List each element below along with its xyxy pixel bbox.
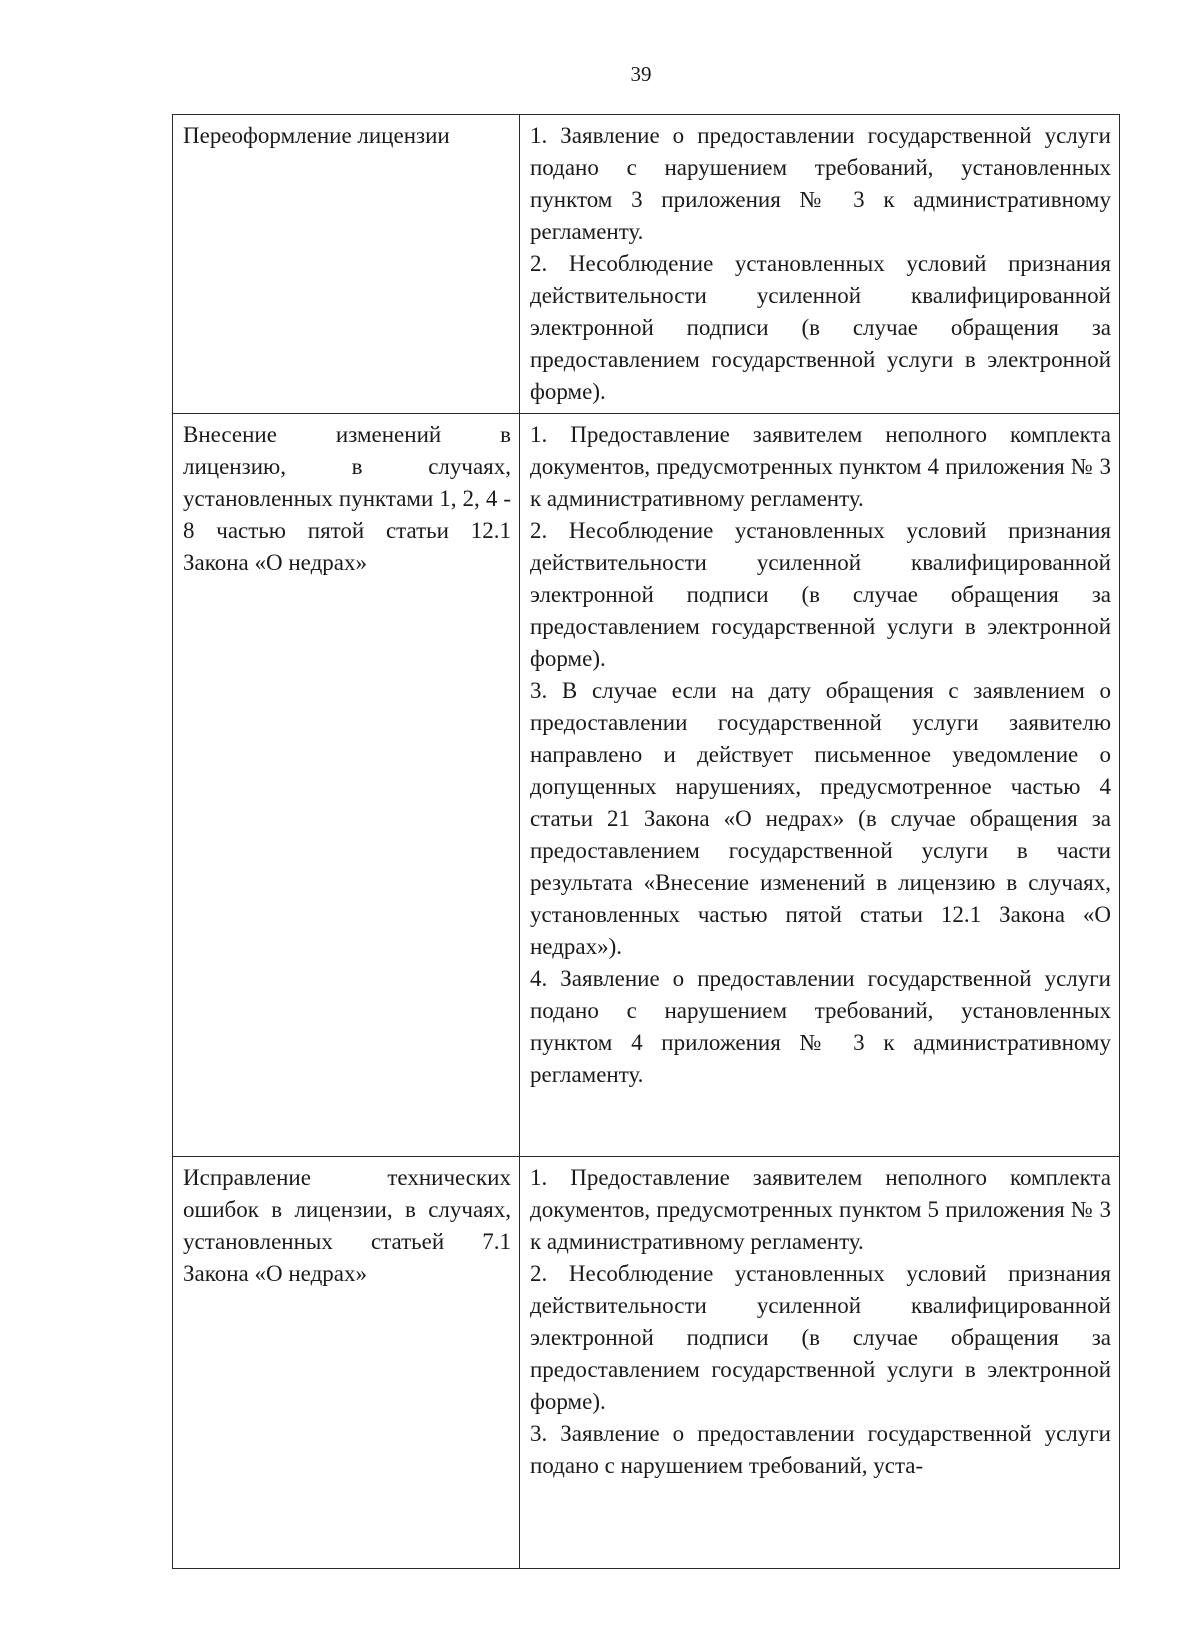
reason-item: 2. Несоблюдение установленных условий признания действительности усиленной квалифицированной электронной подписи (в случае обращения за предоставлением государственной услуги в электронной форме). bbox=[530, 518, 1111, 671]
grounds-table bbox=[172, 114, 1120, 1569]
reasons-cell bbox=[520, 115, 1120, 414]
reasons-cell bbox=[520, 1157, 1120, 1569]
table-row bbox=[173, 414, 1120, 1157]
service-cell bbox=[173, 115, 520, 414]
service-cell bbox=[173, 414, 520, 1157]
reasons-cell bbox=[520, 414, 1120, 1157]
reason-item: 2. Несоблюдение установленных условий признания действительности усиленной квалифицированной электронной подписи (в случае обращения за предоставлением государственной услуги в электронной форме). bbox=[530, 251, 1111, 404]
reason-item: 3. Заявление о предоставлении государственной услуги подано с нарушением требований, уста- bbox=[530, 1421, 1111, 1478]
reason-item: 1. Заявление о предоставлении государственной услуги подано с нарушением требований, установленных пунктом 3 приложения № 3 к административному регламенту. bbox=[530, 123, 1111, 244]
service-name: Внесение изменений в лицензию, в случаях, установленных пунктами 1, 2, 4 - 8 частью пятой статьи 12.1 Закона «О недрах» bbox=[183, 422, 511, 575]
service-cell bbox=[173, 1157, 520, 1569]
service-name: Исправление технических ошибок в лицензии, в случаях, установленных статьей 7.1 Закона «О недрах» bbox=[183, 1165, 511, 1286]
table-row bbox=[173, 115, 1120, 414]
reason-item: 4. Заявление о предоставлении государственной услуги подано с нарушением требований, установленных пунктом 4 приложения № 3 к административному регламенту. bbox=[530, 966, 1111, 1087]
reason-item: 1. Предоставление заявителем неполного комплекта документов, предусмотренных пунктом 4 приложения № 3 к административному регламенту. bbox=[530, 422, 1111, 511]
page-number: 39 bbox=[630, 62, 652, 86]
reason-item: 2. Несоблюдение установленных условий признания действительности усиленной квалифицированной электронной подписи (в случае обращения за предоставлением государственной услуги в электронной форме). bbox=[530, 1261, 1111, 1414]
table-row bbox=[173, 1157, 1120, 1569]
service-name: Переоформление лицензии bbox=[183, 123, 450, 148]
reason-item: 3. В случае если на дату обращения с заявлением о предоставлении государственной услуги заявителю направлено и действует письменное уведомление о допущенных нарушениях, предусмотренное частью 4 статьи 21 Закона «О недрах» (в случае обращения за предоставлением государственной услуги в части результата «Внесение изменений в лицензию в случаях, установленных частью пятой статьи 12.1 Закона «О недрах»). bbox=[530, 678, 1111, 959]
reason-item: 1. Предоставление заявителем неполного комплекта документов, предусмотренных пунктом 5 приложения № 3 к административному регламенту. bbox=[530, 1165, 1111, 1254]
